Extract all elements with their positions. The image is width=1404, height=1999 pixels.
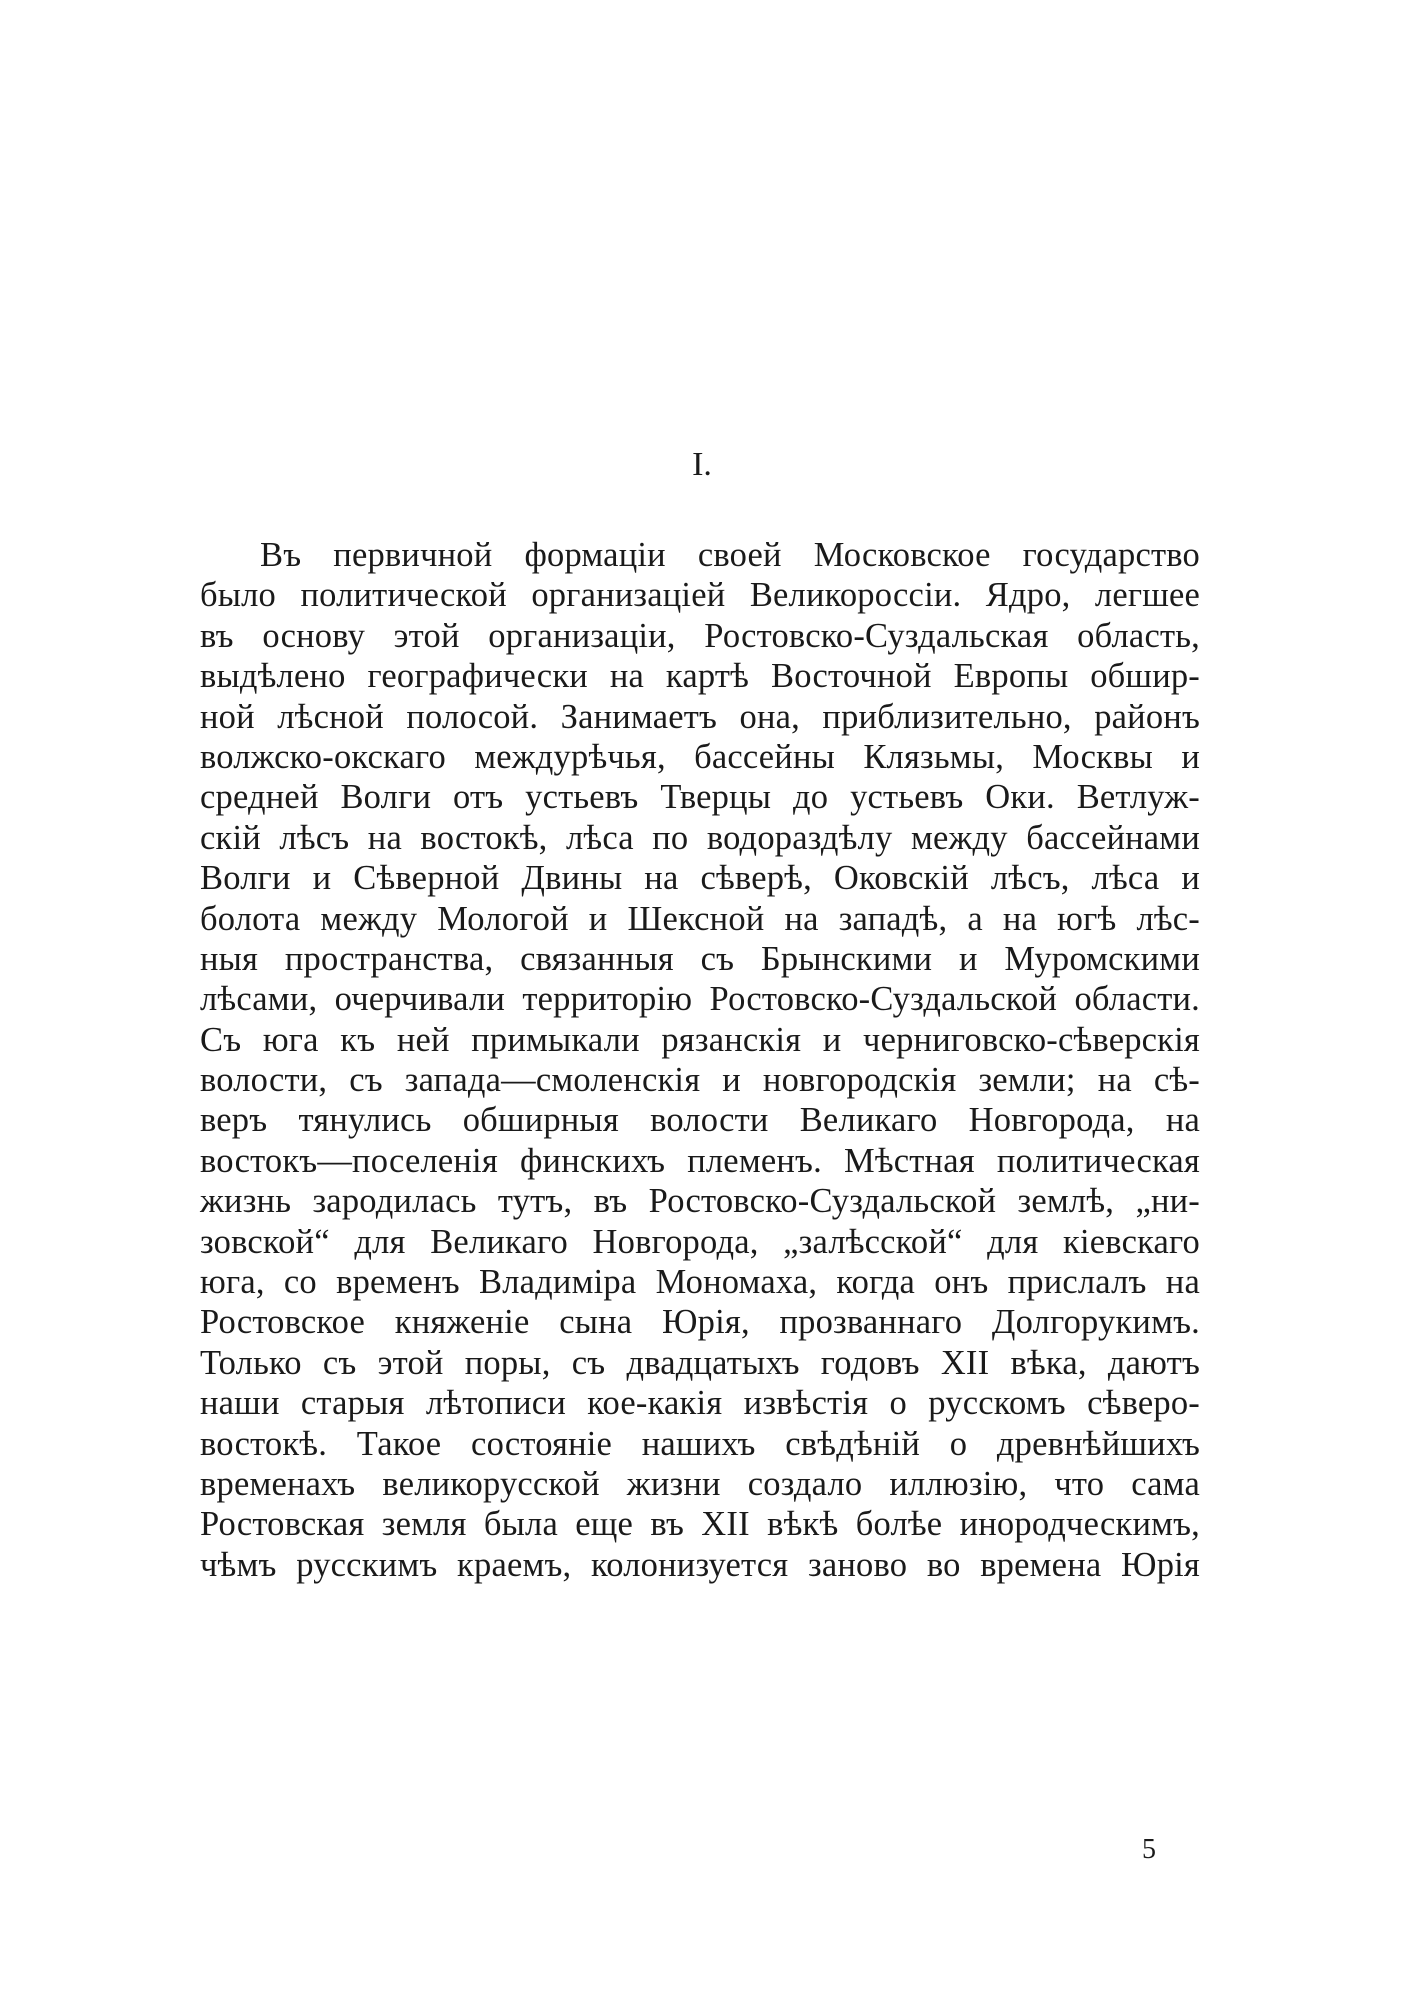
text-line: Только съ этой поры, съ двадцатыхъ годовъ XII вѣка, даютъ	[200, 1343, 1200, 1382]
text-line: Въ первичной формаціи своей Московское государство	[260, 536, 1200, 574]
text-line: веръ тянулись обширныя волости Великаго Новгорода, на	[200, 1101, 1200, 1140]
text-line: зовской“ для Великаго Новгорода, „залѣсской“ для кіевскаго	[200, 1222, 1200, 1261]
chapter-heading: I.	[692, 446, 712, 483]
text-line: востокъ—поселенія финскихъ племенъ. Мѣстная политическая	[200, 1141, 1200, 1180]
text-line: временахъ великорусской жизни создало иллюзію, что сама	[200, 1464, 1200, 1503]
text-line: волости, съ запада—смоленскія и новгородскія земли; на сѣ-	[200, 1061, 1200, 1100]
text-line: востокѣ. Такое состояніе нашихъ свѣдѣній о древнѣйшихъ	[200, 1424, 1200, 1463]
text-line: юга, со временъ Владиміра Мономаха, когда онъ прислалъ на	[200, 1263, 1200, 1302]
text-line: болота между Мологой и Шексной на западѣ, а на югѣ лѣс-	[200, 899, 1200, 938]
text-line: чѣмъ русскимъ краемъ, колонизуется заново во времена Юрія	[200, 1545, 1200, 1584]
text-line: ной лѣсной полосой. Занимаетъ она, приблизительно, районъ	[200, 697, 1200, 736]
text-line: скій лѣсъ на востокѣ, лѣса по водораздѣлу между бассейнами	[200, 818, 1200, 857]
text-line: ныя пространства, связанныя съ Брынскими и Муромскими	[200, 939, 1200, 978]
text-line: было политической организаціей Великороссіи. Ядро, легшее	[200, 576, 1200, 615]
text-line: Ростовская земля была еще въ XII вѣкѣ болѣе инородческимъ,	[200, 1505, 1200, 1544]
text-line: Ростовское княженіе сына Юрія, прозваннаго Долгорукимъ.	[200, 1303, 1200, 1342]
text-line: лѣсами, очерчивали территорію Ростовско-Суздальской области.	[200, 980, 1200, 1019]
text-line: средней Волги отъ устьевъ Тверцы до устьевъ Оки. Ветлуж-	[200, 778, 1200, 817]
text-line: наши старыя лѣтописи кое-какія извѣстія о русскомъ сѣверо-	[200, 1384, 1200, 1423]
text-line: Волги и Сѣверной Двины на сѣверѣ, Оковскій лѣсъ, лѣса и	[200, 859, 1200, 898]
text-line: выдѣлено географически на картѣ Восточной Европы обшир-	[200, 657, 1200, 696]
text-line: въ основу этой организаціи, Ростовско-Суздальская область,	[200, 616, 1200, 655]
page-number: 5	[1142, 1834, 1156, 1865]
body-text	[200, 535, 1200, 1585]
text-line: волжско-окскаго междурѣчья, бассейны Клязьмы, Москвы и	[200, 737, 1200, 776]
text-line: Съ юга къ ней примыкали рязанскія и черниговско-сѣверскія	[200, 1020, 1200, 1059]
text-line: жизнь зародилась тутъ, въ Ростовско-Суздальской землѣ, „ни-	[200, 1182, 1200, 1221]
